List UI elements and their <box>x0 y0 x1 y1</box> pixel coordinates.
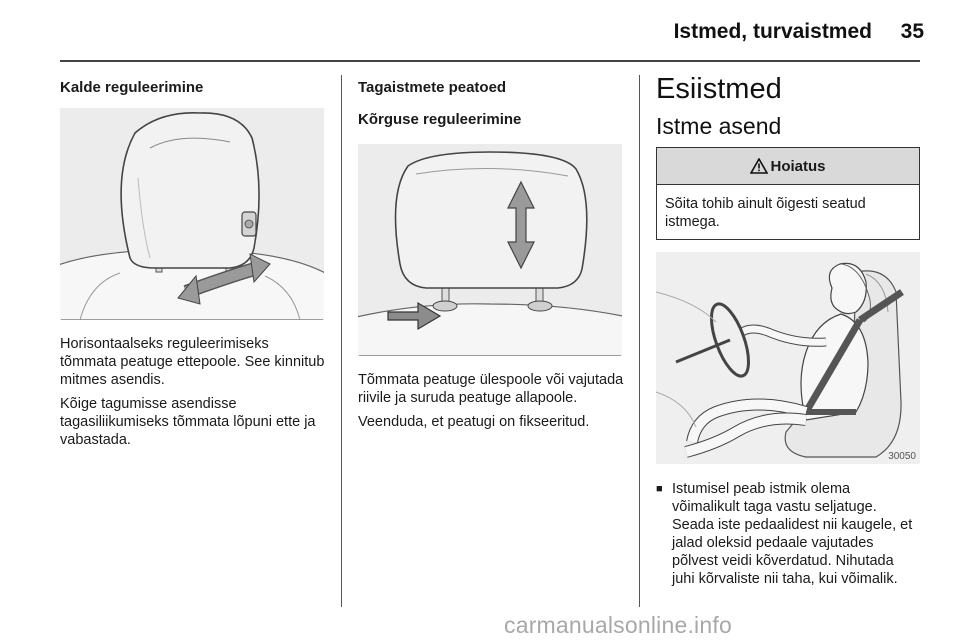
tilt-paragraph-2: Kõige tagumisse asendisse tagasiliikumiseks tõmmata lõpuni ette ja vabastada. <box>60 396 316 448</box>
column-divider-2 <box>639 75 640 607</box>
warning-triangle-icon <box>750 158 768 174</box>
subheading-height-adjustment: Kõrguse reguleerimine <box>358 111 522 128</box>
tilt-paragraph-1: Horisontaalseks reguleerimiseks tõmmata peatuge ettepoole. See kinnitub mitmes asendis. <box>60 336 325 388</box>
section-heading-tilt: Kalde reguleerimine <box>60 79 204 96</box>
height-paragraph-1: Tõmmata peatuge ülespoole või vajutada riivile ja suruda peatuge allapoole. <box>358 372 624 406</box>
square-bullet-icon: ■ <box>656 483 663 495</box>
seat-position-instruction: Istumisel peab istmik olema võimalikult taga vastu seljatuge. Seada iste pedaalidest nii kaugele, et jalad oleksid pedaale vajutades põlvest veidi kõverdatud. Nihutada juhi kõrvaliste nii taha, kui võimalik. <box>672 481 913 587</box>
warning-box <box>656 147 920 240</box>
middle-column <box>358 75 624 431</box>
section-heading-rear-headrests: Tagaistmete peatoed <box>358 79 507 96</box>
left-column <box>60 75 326 449</box>
header-title: Istmed, turvaistmed <box>673 20 872 43</box>
warning-text: Sõita tohib ainult õigesti seatud istmega. <box>665 196 866 230</box>
column-divider-1 <box>341 75 342 607</box>
warning-header <box>657 148 919 185</box>
driver-seating-position-illustration <box>656 252 920 464</box>
section-title-front-seats: Esiistmed <box>656 73 782 105</box>
warning-label: Hoiatus <box>770 157 826 175</box>
headrest-tilt-illustration <box>60 108 324 320</box>
watermark: carmanualsonline.info <box>504 612 732 638</box>
right-column <box>656 75 920 588</box>
page-number: 35 <box>900 20 924 43</box>
header-rule <box>60 60 920 62</box>
rear-headrest-height-illustration <box>358 144 622 356</box>
figure-code: 30050 <box>888 451 916 462</box>
list-item <box>656 480 920 588</box>
subtitle-seat-position: Istme asend <box>656 113 782 139</box>
height-paragraph-2: Veenduda, et peatugi on fikseeritud. <box>358 414 590 430</box>
